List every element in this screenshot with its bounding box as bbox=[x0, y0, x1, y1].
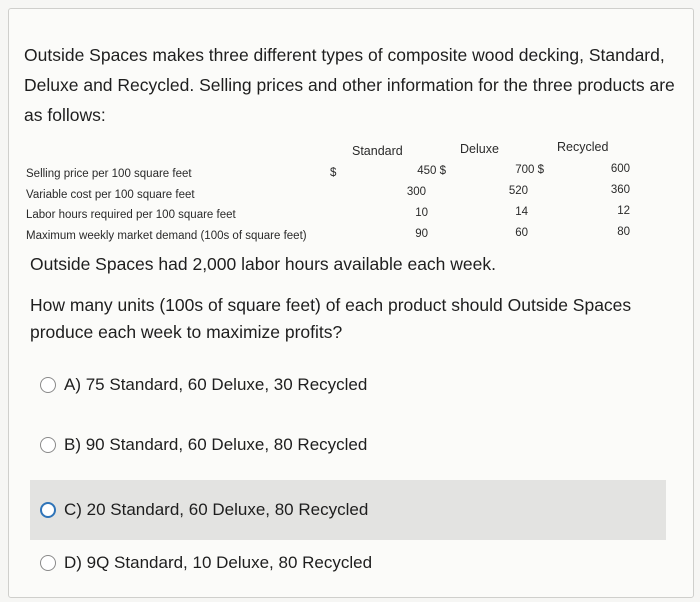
option-c[interactable] bbox=[30, 480, 666, 540]
radio-c-icon[interactable] bbox=[40, 502, 56, 518]
row-label-labor-hours: Labor hours required per 100 square feet bbox=[26, 209, 236, 221]
option-d[interactable] bbox=[30, 534, 666, 592]
row-label-selling-price: Selling price per 100 square feet bbox=[26, 168, 192, 180]
cell-selling-standard: 450 $ bbox=[417, 165, 446, 177]
cell-variable-deluxe: 520 bbox=[508, 185, 528, 197]
row-label-variable-cost: Variable cost per 100 square feet bbox=[26, 189, 195, 201]
header-standard: Standard bbox=[352, 144, 403, 158]
cell-demand-deluxe: 60 bbox=[515, 227, 528, 239]
header-deluxe: Deluxe bbox=[460, 142, 499, 156]
option-a[interactable] bbox=[30, 356, 666, 414]
option-a-label: A) 75 Standard, 60 Deluxe, 30 Recycled bbox=[64, 375, 368, 394]
option-b-label: B) 90 Standard, 60 Deluxe, 80 Recycled bbox=[64, 435, 368, 454]
cell-labor-standard: 10 bbox=[415, 207, 428, 219]
header-recycled: Recycled bbox=[557, 140, 609, 154]
intro-text: Outside Spaces makes three different types of composite wood decking, Standard, Deluxe and Recycled. Selling prices and other information for the three products are as follows: bbox=[24, 45, 675, 125]
option-d-label: D) 9Q Standard, 10 Deluxe, 80 Recycled bbox=[64, 553, 373, 572]
labor-availability-text: Outside Spaces had 2,000 labor hours available each week. bbox=[30, 254, 496, 274]
radio-a-icon[interactable] bbox=[40, 377, 56, 393]
cell-selling-deluxe: 700 $ bbox=[515, 164, 544, 176]
row-label-max-demand: Maximum weekly market demand (100s of square feet) bbox=[26, 230, 307, 242]
cell-labor-recycled: 12 bbox=[617, 205, 630, 217]
cell-selling-recycled: 600 bbox=[610, 163, 630, 175]
cell-variable-standard: 300 bbox=[406, 186, 426, 198]
question-text: How many units (100s of square feet) of each product should Outside Spaces produce each week to maximize profits? bbox=[30, 295, 632, 342]
radio-d-icon[interactable] bbox=[40, 555, 56, 571]
cell-demand-recycled: 80 bbox=[617, 226, 630, 238]
dollar-sign: $ bbox=[330, 167, 337, 179]
cell-variable-recycled: 360 bbox=[610, 184, 630, 196]
radio-b-icon[interactable] bbox=[40, 437, 56, 453]
cell-demand-standard: 90 bbox=[415, 228, 428, 240]
option-c-label: C) 20 Standard, 60 Deluxe, 80 Recycled bbox=[64, 500, 369, 519]
option-b[interactable] bbox=[30, 416, 666, 474]
cell-labor-deluxe: 14 bbox=[515, 206, 528, 218]
